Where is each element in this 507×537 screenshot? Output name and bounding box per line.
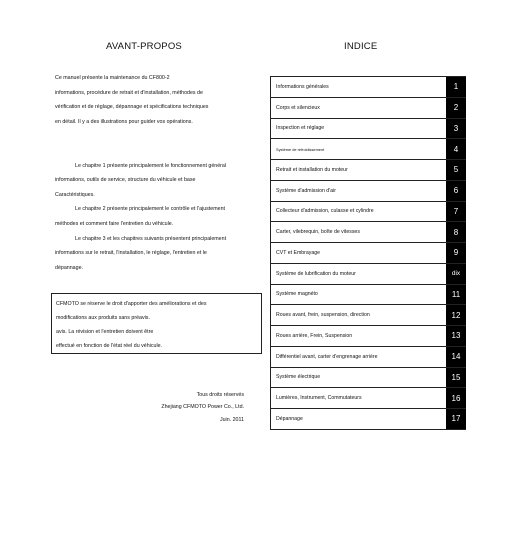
- paragraph-line: Le chapitre 1 présente principalement le fonctionnement général: [75, 162, 227, 169]
- index-row[interactable]: [270, 326, 466, 347]
- paragraph-line: informations, outils de service, structure du véhicule et base: [55, 177, 196, 184]
- chapter-label: Inspection et réglage: [276, 125, 325, 132]
- chapter-number: 5: [446, 160, 466, 180]
- chapter-label: Collecteur d'admission, culasse et cylindre: [276, 208, 374, 215]
- chapter-label: Différentiel avant, carter d'engrenage arrière: [276, 353, 378, 360]
- index-row[interactable]: [270, 305, 466, 326]
- notice-box: [51, 293, 262, 354]
- chapter-number: 11: [446, 285, 466, 305]
- chapter-label: Retrait et installation du moteur: [276, 166, 348, 173]
- paragraph-line: Caractéristiques.: [55, 191, 95, 198]
- chapter-number: 17: [446, 409, 466, 429]
- paragraph-line: informations sur le retrait, l'installation, le réglage, l'entretien et le: [55, 250, 207, 257]
- chapter-label: Système électrique: [276, 374, 321, 381]
- chapter-label: Corps et silencieux: [276, 104, 320, 111]
- index-row[interactable]: [270, 368, 466, 389]
- chapter-label: Système de lubrification du moteur: [276, 270, 356, 277]
- notice-line: modifications aux produits sans préavis.: [56, 315, 150, 322]
- notice-line: effectué en fonction de l'état réel du véhicule.: [56, 343, 163, 350]
- notice-line: avis. La révision et l'entretien doivent être: [56, 329, 154, 336]
- index-row[interactable]: [270, 347, 466, 368]
- index-row[interactable]: [270, 119, 466, 140]
- foreword-text: [55, 71, 265, 275]
- chapter-label: Carter, vilebrequin, boîte de vitesses: [276, 229, 360, 236]
- chapter-number: 12: [446, 305, 466, 325]
- chapter-number: 1: [446, 77, 466, 97]
- paragraph-line: vérification et de réglage, dépannage et spécifications techniques: [55, 104, 209, 111]
- chapter-label: CVT et Embrayage: [276, 249, 321, 256]
- chapter-label: Informations générales: [276, 83, 329, 90]
- chapter-label: Roues arrière, Frein, Suspension: [276, 332, 353, 339]
- paragraph-line: informations, procédure de retrait et d'installation, méthodes de: [55, 89, 203, 96]
- rights-line: Tous droits réservés: [196, 392, 244, 398]
- chapter-number: 16: [446, 388, 466, 408]
- chapter-label: Lumières, Instrument, Commutateurs: [276, 395, 362, 402]
- index-row[interactable]: [270, 264, 466, 285]
- paragraph-line: dépannage.: [55, 264, 83, 271]
- notice-line: CFMOTO se réserve le droit d'apporter des améliorations et des: [56, 301, 207, 307]
- index-row[interactable]: [270, 285, 466, 306]
- index-row[interactable]: [270, 388, 466, 409]
- index-row[interactable]: [270, 409, 466, 430]
- chapter-number: 6: [446, 181, 466, 201]
- paragraph-line: Ce manuel présente la maintenance du CF800-2: [55, 75, 170, 81]
- index-row[interactable]: [270, 160, 466, 181]
- chapter-label: Système magnéto: [276, 291, 318, 298]
- chapter-label: Système d'admission d'air: [276, 187, 336, 194]
- paragraph-line: Le chapitre 2 présente principalement le contrôle et l'ajustement: [75, 206, 225, 213]
- index-row[interactable]: [270, 243, 466, 264]
- index-row[interactable]: [270, 139, 466, 160]
- rights-block: [100, 389, 244, 426]
- paragraph-line: Le chapitre 3 et les chapitres suivants présentent principalement: [75, 235, 227, 242]
- index-table: [270, 76, 466, 430]
- chapter-label: Roues avant, frein, suspension, direction: [276, 312, 370, 319]
- index-row[interactable]: [270, 222, 466, 243]
- chapter-number: 8: [446, 222, 466, 242]
- chapter-number: 4: [446, 139, 466, 159]
- chapter-label: Dépannage: [276, 415, 303, 422]
- chapter-number: 15: [446, 368, 466, 388]
- paragraph-line: méthodes et comment faire l'entretien du véhicule.: [55, 220, 174, 227]
- chapter-number: 9: [446, 243, 466, 263]
- chapter-number: dix: [446, 264, 466, 284]
- index-row[interactable]: [270, 98, 466, 119]
- index-row[interactable]: [270, 77, 466, 98]
- company-name: Zhejiang CFMOTO Power Co., Ltd.: [161, 404, 244, 411]
- paragraph-line: en détail. Il y a des illustrations pour guider vos opérations.: [55, 118, 193, 125]
- chapter-number: 2: [446, 98, 466, 118]
- foreword-title: AVANT-PROPOS: [106, 41, 182, 52]
- chapter-label: Système de refroidissement: [276, 146, 325, 152]
- index-title: INDICE: [344, 41, 378, 52]
- chapter-number: 14: [446, 347, 466, 367]
- chapter-number: 7: [446, 202, 466, 222]
- index-row[interactable]: [270, 181, 466, 202]
- chapter-number: 13: [446, 326, 466, 346]
- date-line: Juin. 2011: [219, 416, 244, 423]
- index-row[interactable]: [270, 202, 466, 223]
- chapter-number: 3: [446, 119, 466, 139]
